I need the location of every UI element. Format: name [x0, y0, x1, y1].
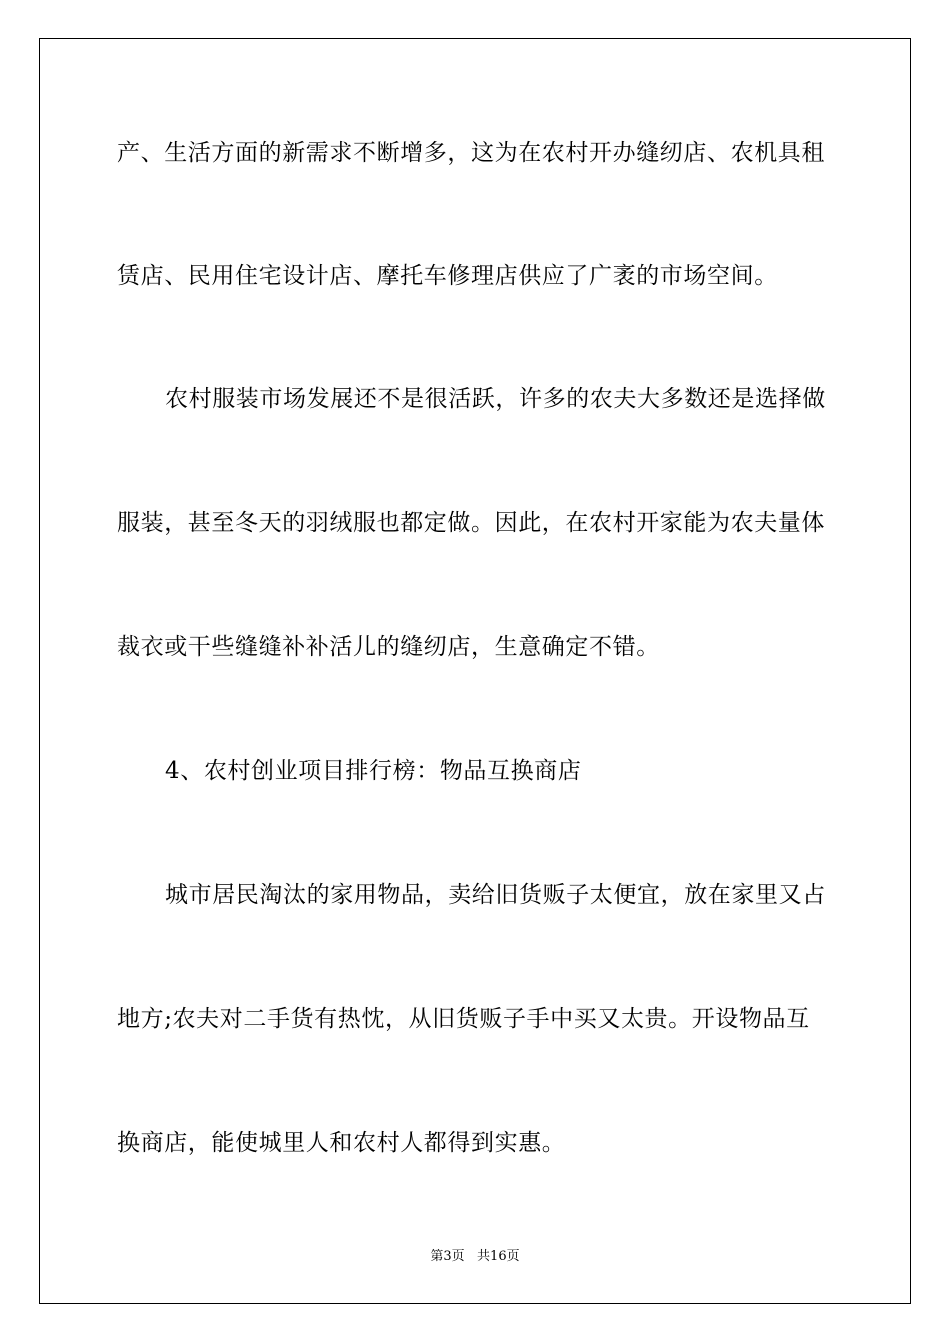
body-text-line: 裁衣或干些缝缝补补活儿的缝纫店，生意确定不错。 [117, 634, 660, 660]
paragraph-start-line: 城市居民淘汰的家用物品，卖给旧货贩子太便宜，放在家里又占 [165, 882, 826, 908]
page-number-footer: 第3页 共16页 [430, 1249, 520, 1264]
paragraph-start-line: 农村服装市场发展还不是很活跃，许多的农夫大多数还是选择做 [165, 386, 826, 412]
section-heading: 4、农村创业项目排行榜：物品互换商店 [165, 758, 582, 784]
body-text-line: 产、生活方面的新需求不断增多，这为在农村开办缝纫店、农机具租 [117, 140, 825, 166]
body-text-line: 赁店、民用住宅设计店、摩托车修理店供应了广袤的市场空间。 [117, 263, 778, 289]
page-border [39, 38, 911, 1304]
body-text-line: 地方;农夫对二手货有热忱，从旧货贩子手中买又太贵。开设物品互 [117, 1006, 810, 1032]
body-text-line: 换商店，能使城里人和农村人都得到实惠。 [117, 1130, 566, 1156]
body-text-line: 服装，甚至冬天的羽绒服也都定做。因此，在农村开家能为农夫量体 [117, 510, 825, 536]
